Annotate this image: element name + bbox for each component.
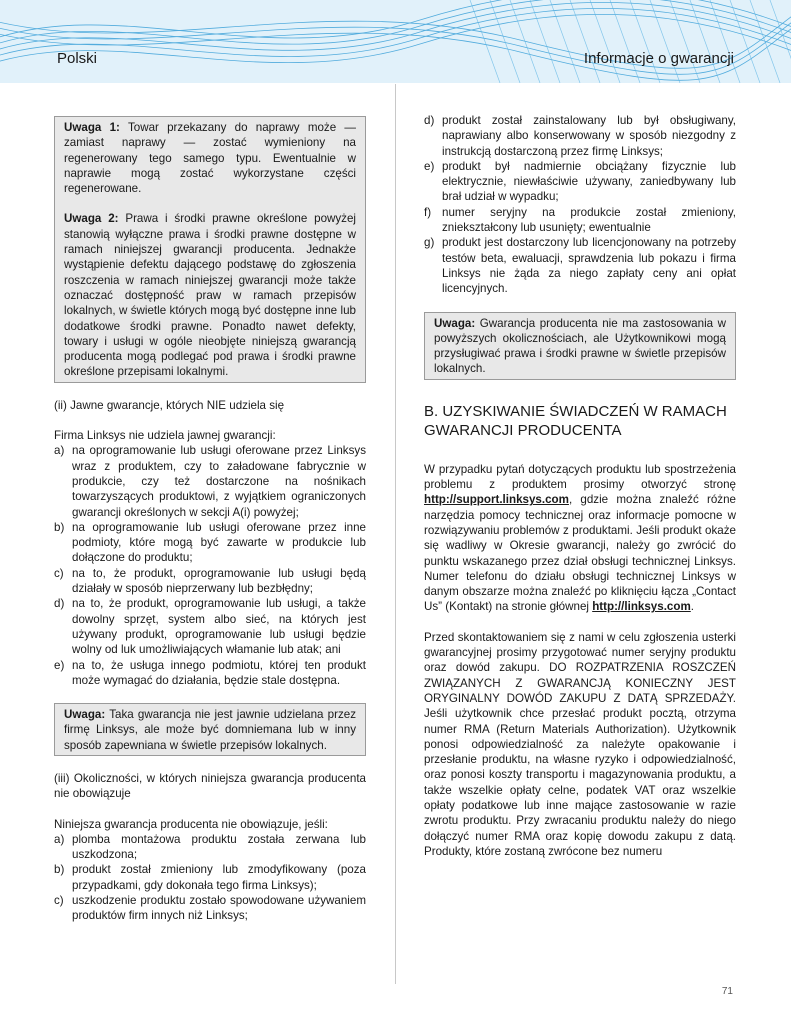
section-ii-intro: Firma Linksys nie udziela jawnej gwarancji: (54, 429, 276, 443)
section-ii-list (54, 443, 366, 688)
page-number: 71 (721, 986, 733, 997)
homepage-link[interactable]: http://linksys.com (592, 600, 691, 614)
note3-text: Taka gwarancja nie jest jawnie udzielana przez firmę Linksys, ale może być domniemana lub w inny sposób zapewniana w świetle przepisów lokalnych. (64, 708, 356, 752)
left-column (54, 116, 366, 924)
list-item: b) produkt został zmieniony lub zmodyfikowany (poza przypadkami, gdy dokonała tego firma Linksys); (54, 863, 366, 892)
header-language: Polski (57, 50, 98, 67)
support-link[interactable]: http://support.linksys.com (424, 493, 569, 507)
column-divider (395, 84, 396, 984)
rma-paragraph: Przed skontaktowaniem się z nami w celu zgłoszenia usterki gwarancyjnej prosimy przygotować numer seryjny produktu oraz dowód zakupu. DO ROZPATRZENIA ROSZCZEŃ ZWIĄZANYCH Z GWARANCJĄ KONIECZNY JEST ORYGINALNY DOWÓD ZAKUPU Z DATĄ SPRZEDAŻY. Jeśli użytkownik chce przesłać produkt pocztą, otrzyma numer RMA (Return Materials Authorization). Użytkownik ponosi odpowiedzialność za należyte opakowanie i przesłanie produktu, na własne ryzyko i odpowiedzialność, oraz ponosi koszty transportu i magazynowania produktu, a także wszelkie opłaty celne, podatek VAT oraz wszelkie opłaty podatkowe lub inne mające zastosowanie w razie zwrotu produktu. Przy zwracaniu produktu należy do niego dołączyć numer RMA oraz kopię dowodu zakupu z datą. Produkty, które zostaną zwrócone bez numeru (424, 630, 736, 858)
support-paragraph: W przypadku pytań dotyczących produktu lub spostrzeżenia problemu z produktem prosimy otworzyć stronę http://support.linksys.com, gdzie można znaleźć różne narzędzia pomocy technicznej oraz informacje pomocne w rozwiązywaniu problemów z produktami. Jeśli produkt okaże się wadliwy w Okresie gwarancji, należy go zwrócić do punktu wskazanego przez dział obsługi technicznej Linksys. Numer telefonu do działu obsługi technicznej Linksys w danym obszarze można znaleźć po kliknięciu łącza „Contact Us” (Kontakt) na stronie głównej http://linksys.com. (424, 462, 736, 614)
list-item: e) produkt był nadmiernie obciążany fizycznie lub elektrycznie, niewłaściwie używany, zaniedbywany lub brał udział w wypadku; (424, 159, 736, 204)
right-column (424, 113, 736, 859)
list-item: c) na to, że produkt, oprogramowanie lub usługi będą działały w sposób nieprzerwany lub bezbłędny; (54, 566, 366, 596)
header-section-title: Informacje o gwarancji (583, 50, 734, 67)
header-wave-decoration (0, 0, 791, 83)
note1-label: Uwaga 1: (64, 121, 120, 134)
note-box-implied (54, 703, 366, 756)
list-item: f) numer seryjny na produkcie został zmieniony, zniekształcony lub usunięty; ewentualnie (424, 205, 736, 235)
section-iii-list-continued (424, 113, 736, 297)
list-item: g) produkt jest dostarczony lub licencjonowany na potrzeby testów beta, ewaluacji, sprawdzenia lub pokazu i firma Linksys nie żąda za niego zapłaty ceny ani opłat licencyjnych. (424, 236, 736, 296)
note3-label: Uwaga: (64, 708, 106, 722)
note-label: Uwaga: (434, 316, 476, 330)
page-header (0, 0, 791, 83)
note2-text: Prawa i środki prawne określone powyżej stanowią wyłączne prawa i środki prawne dostępne w ramach niniejszej gwarancji producenta. Jednakże wystąpienie defektu dającego podstawę do zgłoszenia roszczenia w ramach niniejszej gwarancji może także oznaczać dostępność praw w ramach przepisów lokalnych, w świetle których mogą być dostępne inne lub dodatkowe środki prawne. Ponadto nawet defekty, towary i usługi w ogóle nieobjęte niniejszą gwarancją producenta mogą podlegać pod prawa i środki prawne określone przepisami lokalnymi. (64, 212, 357, 379)
note-box-repair (54, 116, 366, 383)
list-item: a) na oprogramowanie lub usługi oferowane przez Linksys wraz z produktem, czy to załadowane fabrycznie w produkcie, czy też dostarczone na nośnikach towarzyszących produktowi, z wyjątkiem ograniczonych gwarancji określonych w sekcji A(i) powyżej; (54, 444, 366, 519)
note1-text: Towar przekazany do naprawy może — zamiast naprawy — zostać wymieniony na regenerowany tego samego typu. Ewentualnie w naprawie mogą zostać wykorzystane części regenerowane. (64, 121, 356, 196)
note2-label: Uwaga 2: (64, 212, 119, 226)
note-box-local-law (424, 312, 736, 380)
list-item: d) produkt został zainstalowany lub był obsługiwany, naprawiany albo konserwowany w sposób niezgodny z instrukcją dostarczoną przez firmę Linksys; (424, 114, 736, 158)
list-item: c) uszkodzenie produktu zostało spowodowane używaniem produktów firm innych niż Linksys; (54, 894, 366, 923)
list-item: d) na to, że produkt, oprogramowanie lub usługi, a także dowolny sprzęt, system albo sieć, na których jest używany produkt, oprogramowanie lub usługi będzie wolny od luk umożliwiających włamanie lub atak; ani (54, 597, 366, 657)
list-item: e) na to, że usługa innego podmiotu, której ten produkt może wymagać do działania, będzie stale dostępna. (54, 658, 366, 687)
note-text: Gwarancja producenta nie ma zastosowania w powyższych okolicznościach, ale Użytkownikowi mogą przysługiwać prawa i środki prawne w świetle przepisów lokalnych. (434, 316, 726, 376)
section-iii-list (54, 832, 366, 924)
section-ii-title: (ii) Jawne gwarancje, których NIE udziela się (54, 398, 285, 412)
section-iii-intro: Niniejsza gwarancja producenta nie obowiązuje, jeśli: (54, 817, 328, 831)
list-item: a) plomba montażowa produktu została zerwana lub uszkodzona; (54, 832, 366, 862)
section-b-heading: B. UZYSKIWANIE ŚWIADCZEŃ W RAMACH GWARANCJI PRODUCENTA (424, 402, 727, 439)
list-item: b) na oprogramowanie lub usługi oferowane przez inne podmioty, które mogą być zawarte w produkcie lub dołączone do produktu; (54, 520, 366, 565)
section-iii-title: (iii) Okoliczności, w których niniejsza gwarancja producenta nie obowiązuje (54, 771, 366, 801)
